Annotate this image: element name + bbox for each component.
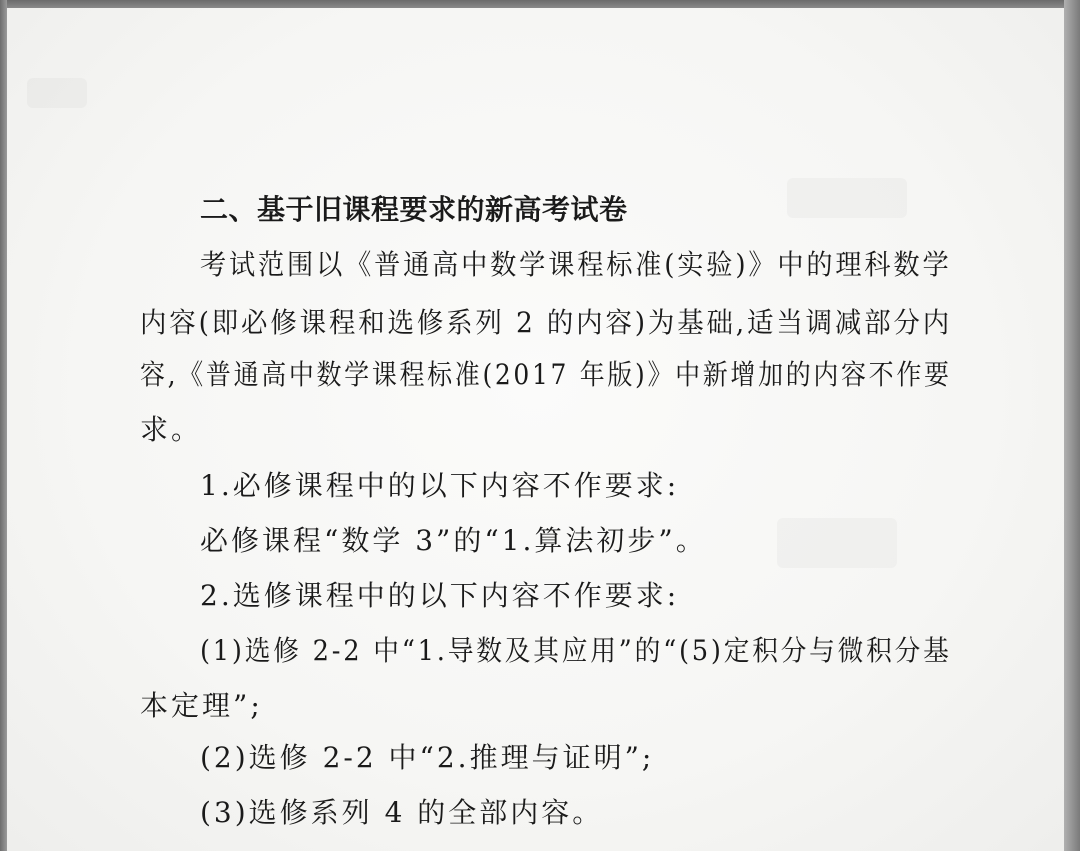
item-1-title: 1.必修课程中的以下内容不作要求: <box>200 469 680 502</box>
item-2-title: 2.选修课程中的以下内容不作要求: <box>200 579 680 612</box>
paragraph-line-3: 容,《普通高中数学课程标准(2017 年版)》中新增加的内容不作要 <box>140 358 952 391</box>
bleed-through-mark <box>787 178 907 218</box>
right-edge <box>1064 0 1080 851</box>
paragraph-line-4: 求。 <box>140 413 203 446</box>
item-2-sub-1-line-2: 本定理”; <box>140 689 263 722</box>
section-heading: 二、基于旧课程要求的新高考试卷 <box>200 193 628 226</box>
item-2-sub-3: (3)选修系列 4 的全部内容。 <box>200 796 604 829</box>
left-edge <box>0 0 7 851</box>
paragraph-line-2: 内容(即必修课程和选修系列 2 的内容)为基础,适当调减部分内 <box>140 306 953 339</box>
bleed-through-mark <box>777 518 897 568</box>
paragraph-line-1: 考试范围以《普通高中数学课程标准(实验)》中的理科数学 <box>200 248 952 281</box>
item-1-body: 必修课程“数学 3”的“1.算法初步”。 <box>200 524 707 557</box>
bleed-through-mark <box>27 78 87 108</box>
item-2-sub-1-line-1: (1)选修 2-2 中“1.导数及其应用”的“(5)定积分与微积分基 <box>200 634 952 667</box>
top-edge <box>0 0 1080 8</box>
item-2-sub-2: (2)选修 2-2 中“2.推理与证明”; <box>200 741 655 774</box>
